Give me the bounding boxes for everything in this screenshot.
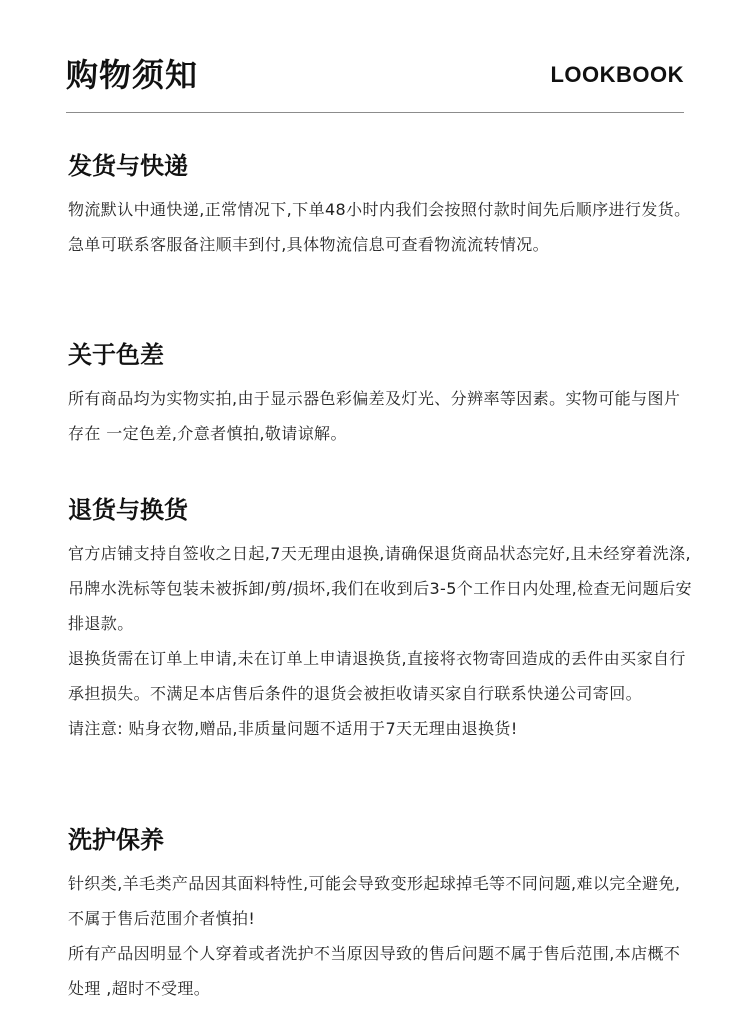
- page-header: [66, 44, 684, 113]
- section-returns: [68, 492, 696, 746]
- section-title: 退货与换货: [68, 496, 188, 524]
- section-paragraph: 物流默认中通快递,正常情况下,下单48小时内我们会按照付款时间先后顺序进行发货。 急单可联系客服备注顺丰到付,具体物流信息可查看物流流转情况。: [68, 200, 702, 254]
- section-paragraph: 请注意: 贴身衣物,赠品,非质量问题不适用于7天无理由退换货!: [68, 719, 518, 738]
- section-care: [68, 822, 696, 1006]
- section-color-difference: [68, 337, 696, 451]
- section-shipping: [68, 148, 702, 262]
- brand-logo-text: LOOKBOOK: [550, 62, 684, 87]
- section-paragraph: 所有商品均为实物实拍,由于显示器色彩偏差及灯光、分辨率等因素。实物可能与图片存在 一定色差,介意者慎拍,敬请谅解。: [68, 389, 681, 443]
- section-title: 关于色差: [68, 341, 164, 369]
- section-title: 洗护保养: [68, 826, 164, 854]
- section-paragraph: 官方店铺支持自签收之日起,7天无理由退换,请确保退货商品状态完好,且未经穿着洗涤,吊牌水洗标等包装未被拆卸/剪/损坏,我们在收到后3-5个工作日内处理,检查无问题后安排退款。: [68, 544, 692, 633]
- page-title: 购物须知: [66, 56, 199, 94]
- section-paragraph: 针织类,羊毛类产品因其面料特性,可能会导致变形起球掉毛等不同问题,难以完全避免, 不属于售后范围介者慎拍!: [68, 874, 686, 928]
- section-title: 发货与快递: [68, 152, 188, 180]
- section-paragraph: 所有产品因明显个人穿着或者洗护不当原因导致的售后问题不属于售后范围,本店概不处理 ,超时不受理。: [68, 944, 681, 998]
- section-paragraph: 退换货需在订单上申请,未在订单上申请退换货,直接将衣物寄回造成的丢件由买家自行承担损失。不满足本店售后条件的退货会被拒收请买家自行联系快递公司寄回。: [68, 649, 686, 703]
